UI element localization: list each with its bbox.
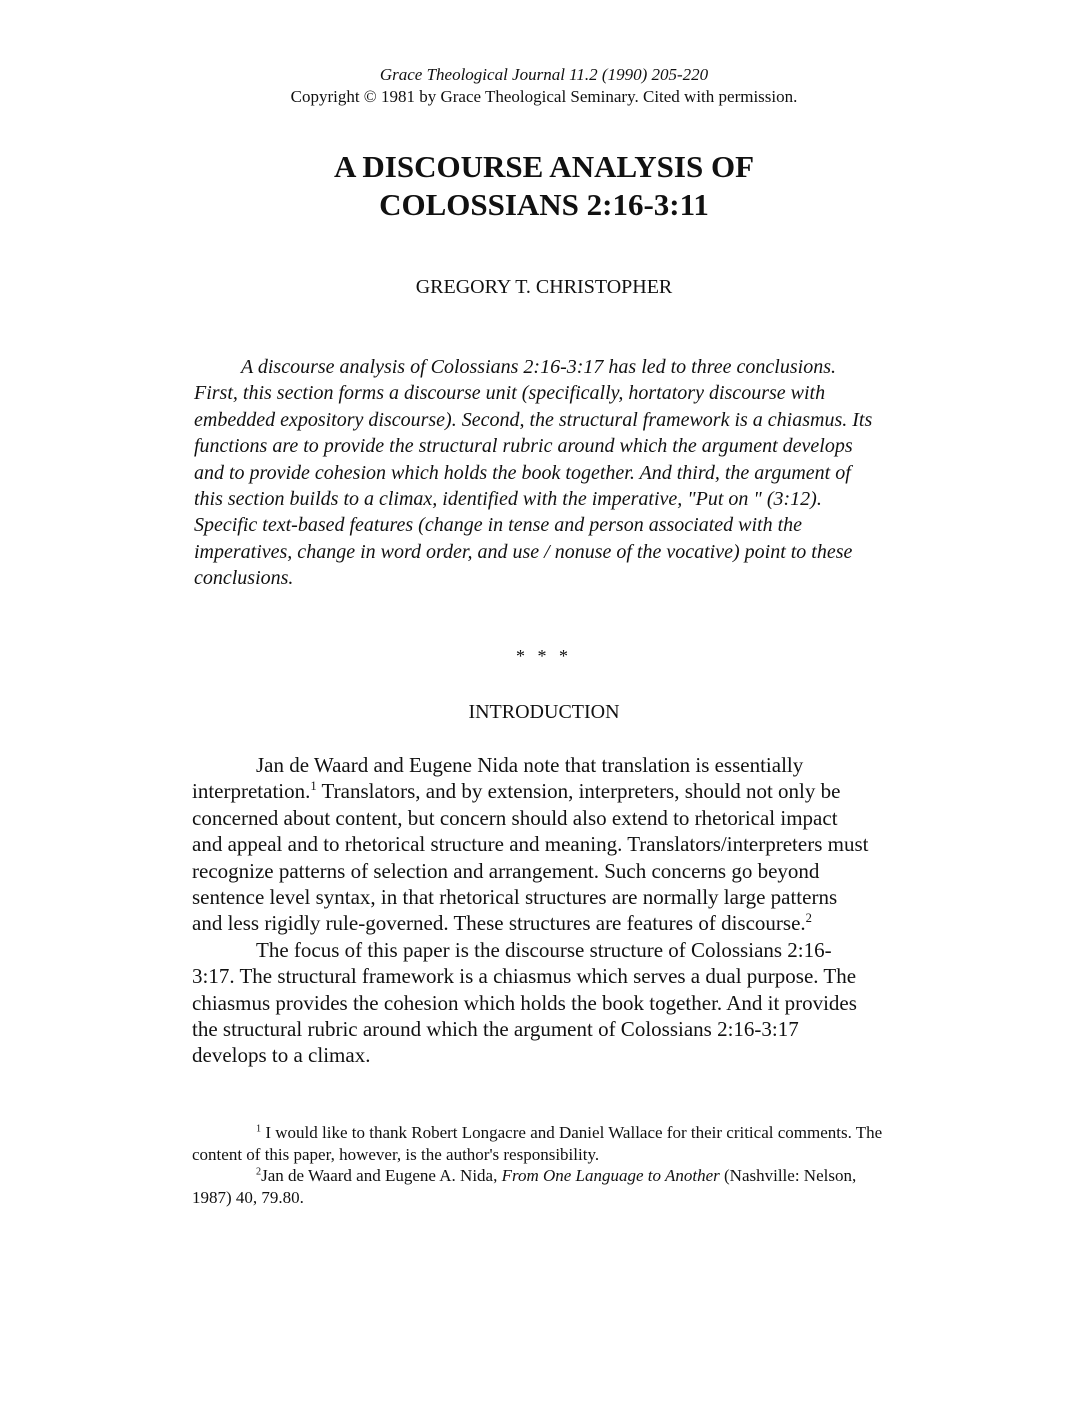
abstract: A discourse analysis of Colossians 2:16-3:17 has led to three conclusions. First, this section forms a discourse unit (specifically, hortatory discourse with embedded expository discourse). Second, the structural framework is a chiasmus. Its functions are to provide the structural rubric around which the argument develops and to provide cohesion which holds the book together. And third, the argument of this section builds to a climax, identified with the imperative, "Put on " (3:12). Specific text-based features (change in tense and person associated with the imperatives, change in word order, and use / nonuse of the vocative) point to these conclusions. [194,356,873,590]
article-title [0,148,1088,224]
footnote-text: I would like to thank Robert Longacre and Daniel Wallace for their critical comments. The content of this paper, however, is the author's responsibility. [192,1123,883,1164]
footnote [192,1122,892,1165]
book-title: From One Language to Another [501,1166,720,1185]
paragraph [192,752,870,937]
footnote-text: (Nashville: Nelson, 1987) 40, 79.80. [192,1166,857,1207]
section-separator: * * * [516,646,572,666]
paragraph: The focus of this paper is the discourse structure of Colossians 2:16-3:17. The structural framework is a chiasmus which serves a dual purpose. The chiasmus provides the cohesion which holds the book together. And it provides the structural rubric around which the argument of Colossians 2:16-3:17 develops to a climax. [192,937,857,1068]
section-heading: INTRODUCTION [468,701,620,723]
footnote [192,1165,892,1208]
footnote-text: Jan de Waard and Eugene A. Nida, [261,1166,502,1185]
author-name: GREGORY T. CHRISTOPHER [415,276,673,298]
footnote-number: 2 [256,1166,262,1178]
body-text [192,752,870,1069]
copyright-notice: Copyright © 1981 by Grace Theological Seminary. Cited with permission. [290,87,798,106]
journal-header [0,64,1088,108]
paragraph-text: Translators, and by extension, interpreters, should not only be concerned about content, but concern should also extend to rhetorical impact and appeal and to rhetorical structure and meaning. Translators/interpreters must recognize patterns of selection and arrangement. Such concerns go beyond sentence level syntax, in that rhetorical structures are normally large patterns and less rigidly rule-governed. These structures are features of discourse. [192,779,869,936]
footnote-number: 1 [256,1123,262,1135]
title-line-2: COLOSSIANS 2:16-3:11 [379,187,709,222]
footnote-ref[interactable]: 2 [805,911,812,926]
paragraph-text: Jan de Waard and Eugene Nida note that translation is essentially interpretation. [192,753,804,804]
title-line-1: A DISCOURSE ANALYSIS OF [333,149,755,184]
footnote-ref[interactable]: 1 [310,779,317,794]
footnotes [192,1122,892,1208]
journal-citation: Grace Theological Journal 11.2 (1990) 205-220 [379,65,709,84]
